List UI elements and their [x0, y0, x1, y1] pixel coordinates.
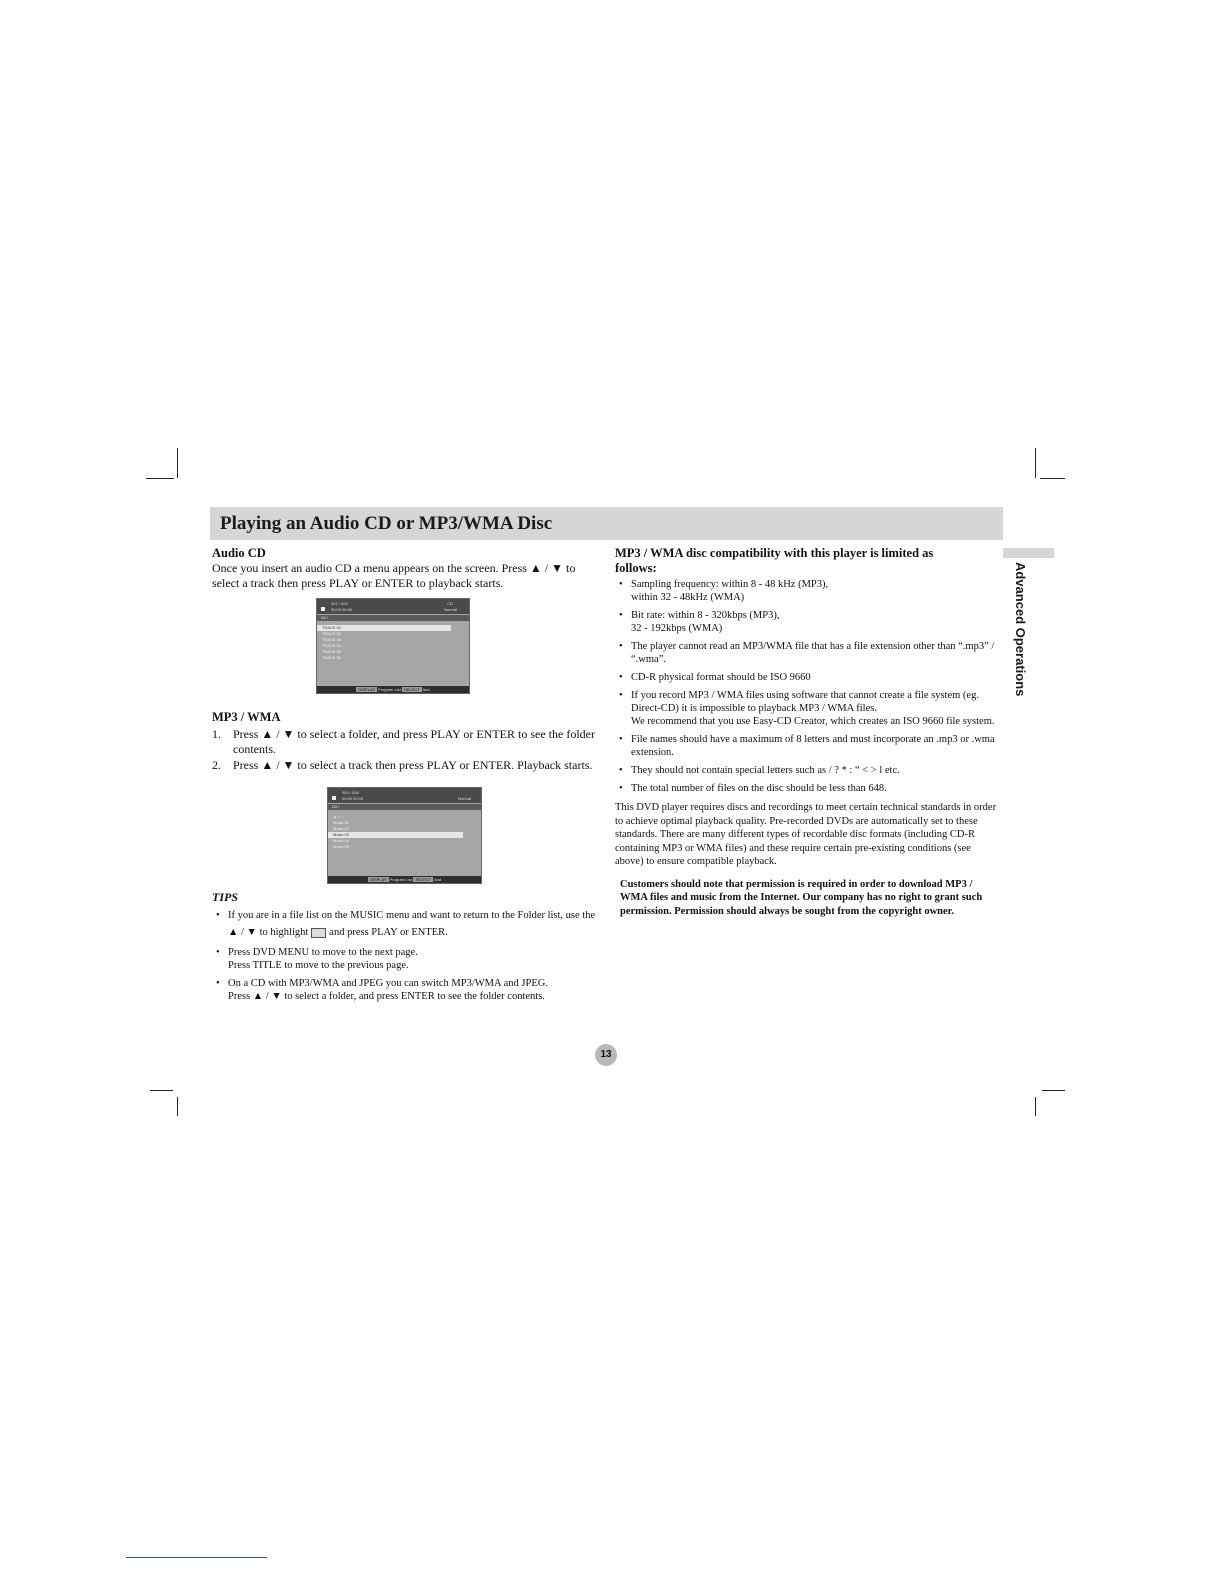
- tip-item: • If you are in a file list on the MUSIC menu and want to return to the Folder list, use the ▲ / ▼ to highlight and press PLAY or ENTER.: [216, 910, 596, 938]
- screen-time: 00:00 00:00: [342, 796, 364, 801]
- screen-mode: Normal: [458, 796, 471, 801]
- track-row: TRACK 05: [322, 649, 342, 654]
- track-row: TRACK 04: [322, 643, 342, 648]
- compat-item: • If you record MP3 / WMA files using software that cannot create a file system (eg. Direct-CD) it is impossible to playback MP3 / WMA files. We recommend that you use Easy-CD Creator, which creates an ISO 9660 file system.: [619, 690, 995, 727]
- side-tab: [1003, 548, 1054, 558]
- tip-text: Press DVD MENU to move to the next page.: [228, 947, 418, 958]
- compat-item: • Bit rate: within 8 - 320kbps (MP3), 32 - 192kbps (WMA): [619, 610, 780, 634]
- track-row: TRACK 03: [322, 637, 342, 642]
- audio-cd-heading: Audio CD: [212, 546, 266, 560]
- screen-track-count: 001 / 002: [331, 601, 348, 606]
- compat-text: The total number of files on the disc should be less than 648.: [631, 783, 887, 794]
- tip-text: Press TITLE to move to the previous page.: [228, 960, 409, 971]
- crop-mark-bottom-left-h: [150, 1090, 173, 1091]
- display-key-label: DISPLAY: [369, 877, 387, 882]
- select-key-label: SELECT: [403, 687, 420, 692]
- compat-item: • The total number of files on the disc should be less than 648.: [619, 783, 887, 794]
- screen-track-count: 003 / 008: [342, 790, 359, 795]
- crop-mark-top-right-h: [1040, 478, 1065, 479]
- tips-heading: TIPS: [212, 890, 239, 904]
- compat-text: They should not contain special letters such as / ? * : “ < > l etc.: [631, 765, 900, 776]
- music-row: Music 03: [328, 832, 463, 838]
- mp3-steps: [212, 727, 602, 773]
- crop-mark-bottom-right-v: [1035, 1097, 1036, 1116]
- track-row: TRACK 01: [317, 625, 451, 631]
- left-column: [212, 546, 602, 1008]
- compat-text: Sampling frequency: within 8 - 48 kHz (MP3),: [631, 579, 829, 590]
- music-row: Music 04: [333, 838, 350, 843]
- tip-text: On a CD with MP3/WMA and JPEG you can switch MP3/WMA and JPEG.: [228, 978, 548, 989]
- music-row: Music 01: [333, 820, 350, 825]
- section-label: Advanced Operations: [1013, 562, 1028, 697]
- add-label: Add: [433, 877, 442, 882]
- stop-icon: [321, 607, 325, 611]
- crop-mark-top-right-v: [1035, 448, 1036, 478]
- page-number: 13: [595, 1044, 617, 1066]
- tips-list: [212, 907, 602, 1003]
- select-key-label: SELECT: [415, 877, 432, 882]
- tip-item: • On a CD with MP3/WMA and JPEG you can switch MP3/WMA and JPEG. Press ▲ / ▼ to select a folder, and press ENTER to see the folder contents.: [216, 978, 548, 1002]
- stop-icon: [332, 796, 336, 800]
- compat-item: • The player cannot read an MP3/WMA file that has a file extension other than “.mp3” / “.wma”.: [619, 641, 995, 665]
- right-column: [615, 546, 1000, 918]
- compat-item: • Sampling frequency: within 8 - 48 kHz (MP3), within 32 - 48kHz (WMA): [619, 579, 829, 603]
- tip-item: • Press DVD MENU to move to the next page. Press TITLE to move to the previous page.: [216, 947, 418, 971]
- add-label: Add: [422, 687, 430, 692]
- step-number: 2.: [212, 758, 221, 772]
- compat-item: • File names should have a maximum of 8 letters and must incorporate an .mp3 or .wma extension.: [619, 734, 995, 758]
- screen-status-bar: [328, 788, 481, 803]
- folder-up-row: ▲ / ...: [333, 814, 344, 819]
- screen-mode: Normal: [444, 607, 457, 612]
- program-list-label: Program List: [389, 877, 413, 882]
- screen-disc-type: CD: [447, 601, 453, 606]
- compat-item: • CD-R physical format should be ISO 9660: [619, 672, 811, 683]
- music-row: Music 02: [333, 826, 350, 831]
- compat-text: 32 - 192kbps (WMA): [631, 623, 723, 634]
- music-row: Music 05: [333, 844, 350, 849]
- step-text: Press ▲ / ▼ to select a track then press PLAY or ENTER. Playback starts.: [233, 758, 593, 772]
- crop-mark-top-left-v: [177, 448, 178, 478]
- compatibility-list: [615, 578, 1000, 795]
- folder-return-icon: [311, 928, 326, 938]
- compat-text: File names should have a maximum of 8 letters and must incorporate an .mp3 or .wma extension.: [631, 734, 995, 758]
- screen-path: Dir \: [317, 615, 469, 621]
- mp3-menu-screen: [327, 787, 482, 884]
- program-list-label: Program List: [378, 687, 401, 692]
- screen-footer: [317, 686, 469, 693]
- mp3-wma-heading: MP3 / WMA: [212, 710, 281, 724]
- compat-text: The player cannot read an MP3/WMA file that has a file extension other than “.mp3” / “.wma”.: [631, 641, 995, 665]
- screen-footer: [328, 876, 481, 883]
- footer-line: [126, 1557, 267, 1558]
- crop-mark-bottom-right-h: [1042, 1090, 1065, 1091]
- audio-cd-menu-screen: [316, 598, 470, 694]
- screen-time: 00:00 00:00: [331, 607, 353, 612]
- compatibility-heading: MP3 / WMA disc compatibility with this player is limited as follows:: [615, 546, 934, 575]
- tip-text: and press PLAY or ENTER.: [329, 927, 448, 938]
- page-title: Playing an Audio CD or MP3/WMA Disc: [210, 507, 1003, 540]
- step-number: 1.: [212, 727, 221, 741]
- track-row: TRACK 06: [322, 655, 342, 660]
- tip-text: Press ▲ / ▼ to select a folder, and press ENTER to see the folder contents.: [228, 991, 545, 1002]
- crop-mark-top-left-h: [146, 478, 174, 479]
- step-item: [212, 758, 602, 773]
- screen-path: Dir \: [328, 804, 481, 810]
- screen-status-bar: [317, 599, 469, 614]
- crop-mark-bottom-left-v: [177, 1097, 178, 1116]
- compat-item: • They should not contain special letters such as / ? * : “ < > l etc.: [619, 765, 900, 776]
- step-item: [212, 727, 602, 757]
- standards-paragraph: This DVD player requires discs and recordings to meet certain technical standards in order to achieve optimal playback quality. Pre-recorded DVDs are automatically set to these standards. There are many different types of recordable disc formats (including CD-R containing MP3 or WMA files) and these require certain pre-existing conditions (see above) to ensure compatible playback.: [615, 802, 997, 867]
- track-row: TRACK 02: [322, 631, 342, 636]
- tip-text: If you are in a file list on the MUSIC menu and want to return to the Folder list, use the ▲ / ▼ to highlight: [228, 910, 596, 938]
- display-key-label: DISPLAY: [358, 687, 376, 692]
- compat-text: within 32 - 48kHz (WMA): [631, 592, 745, 603]
- compat-text: CD-R physical format should be ISO 9660: [631, 672, 811, 683]
- compat-text: If you record MP3 / WMA files using software that cannot create a file system (eg. Direct-CD) it is impossible to playback MP3 / WMA files.: [631, 690, 979, 714]
- compat-text: Bit rate: within 8 - 320kbps (MP3),: [631, 610, 780, 621]
- compat-text: We recommend that you use Easy-CD Creator, which creates an ISO 9660 file system.: [631, 716, 995, 727]
- step-text: Press ▲ / ▼ to select a folder, and press PLAY or ENTER to see the folder contents.: [233, 727, 595, 756]
- audio-cd-text: Once you insert an audio CD a menu appears on the screen. Press ▲ / ▼ to select a track then press PLAY or ENTER to playback starts.: [212, 561, 576, 590]
- copyright-notice: Customers should note that permission is required in order to download MP3 / WMA files and music from the Internet. Our company has no right to grant such permission. Permission should always be sought from the copyright owner.: [620, 878, 983, 917]
